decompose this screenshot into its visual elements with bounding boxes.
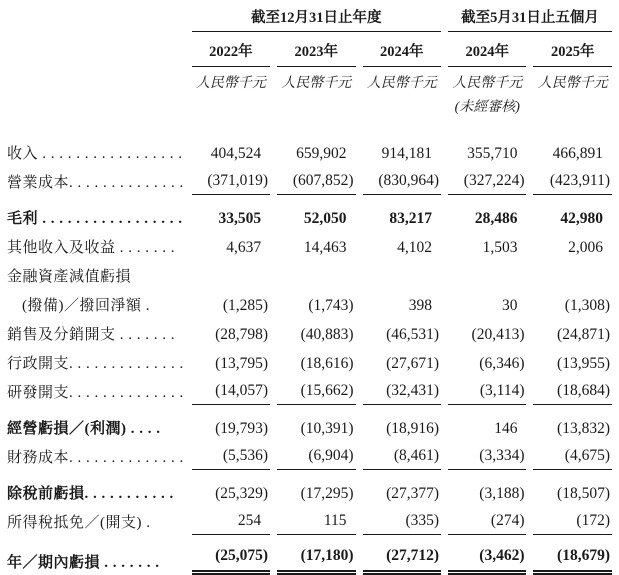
value-cell: (13,795) xyxy=(215,355,269,372)
value-cell: (17,295) xyxy=(300,485,354,502)
value-cell: (4,675) xyxy=(533,441,612,470)
value-cell: 466,891 xyxy=(552,145,603,162)
value-cell: (607,852) xyxy=(277,166,355,195)
value-cell: 33,505 xyxy=(218,210,262,227)
table-row-impairment-caption xyxy=(7,260,612,289)
row-label: 行政開支. . . . . . . . . . . . . . xyxy=(7,356,184,372)
value-cell: (17,180) xyxy=(277,535,355,575)
value-cell: (25,329) xyxy=(215,485,269,502)
col-unit-label: 人民幣千元 xyxy=(281,76,352,91)
row-label: 財務成本. . . . . . . . . . . . . . xyxy=(7,450,184,466)
value-cell: (27,712) xyxy=(363,535,441,575)
col-unit-label xyxy=(448,67,526,128)
value-cell: (46,531) xyxy=(386,326,440,343)
value-cell: (274) xyxy=(448,506,526,535)
row-label: 營業成本. . . . . . . . . . . . . . xyxy=(7,175,184,191)
value-cell: 28,486 xyxy=(474,210,518,227)
col-unit-label: 人民幣千元 xyxy=(366,76,437,91)
value-cell: (18,916) xyxy=(386,420,440,437)
value-cell: 254 xyxy=(192,506,270,535)
value-cell: (18,507) xyxy=(557,485,610,502)
value-cell: (5,536) xyxy=(192,441,270,470)
value-cell: (24,871) xyxy=(557,326,610,343)
table-row-impairment-values xyxy=(7,289,612,318)
value-cell: (13,832) xyxy=(557,420,610,437)
table-row-revenue xyxy=(7,128,612,166)
value-cell: 1,503 xyxy=(482,239,518,256)
value-cell: 42,980 xyxy=(560,210,603,227)
table-row-loss-before-tax xyxy=(7,470,612,506)
table-row-admin-expenses xyxy=(7,347,612,376)
value-cell: 4,637 xyxy=(226,239,262,256)
value-cell: (32,431) xyxy=(363,376,441,405)
value-cell: (19,793) xyxy=(215,420,269,437)
value-cell: (3,462) xyxy=(448,535,526,575)
value-cell: (3,188) xyxy=(479,485,525,502)
col-unit-label: 人民幣千元 xyxy=(537,76,608,91)
row-label: 除稅前虧損. . . . . . . . . . . xyxy=(7,486,174,502)
value-cell: (27,377) xyxy=(386,485,440,502)
value-cell: (13,955) xyxy=(557,355,610,372)
value-cell: (18,616) xyxy=(300,355,354,372)
value-cell: (28,798) xyxy=(215,326,269,343)
value-cell: 14,463 xyxy=(303,239,347,256)
value-cell: 2,006 xyxy=(568,239,603,256)
table-row-loss-for-period xyxy=(7,535,612,575)
value-cell: (371,019) xyxy=(192,166,270,195)
unaudited-note: (未經審核) xyxy=(454,100,520,115)
row-label: 其他收入及收益 . . . . . . . xyxy=(7,240,176,256)
row-label: 收入 . . . . . . . . . . . . . . . . . xyxy=(7,146,183,162)
value-cell: (423,911) xyxy=(533,166,612,195)
value-cell: (3,114) xyxy=(448,376,526,405)
col-year-header: 2023年 xyxy=(277,32,355,67)
corner-spacer xyxy=(7,4,185,32)
unit-row xyxy=(7,67,612,128)
value-cell: (18,684) xyxy=(533,376,612,405)
value-cell: 659,902 xyxy=(296,145,347,162)
value-cell: (27,671) xyxy=(386,355,440,372)
value-cell: (327,224) xyxy=(448,166,526,195)
row-label: 金融資產減值虧損 xyxy=(7,269,132,285)
table-row-rd-expenses xyxy=(7,376,612,405)
col-group-title-interim: 截至5月31日止五個月 xyxy=(448,4,612,32)
table-row-income-tax xyxy=(7,506,612,535)
value-cell: (20,413) xyxy=(471,326,525,343)
income-statement-table xyxy=(0,4,619,575)
value-cell: (40,883) xyxy=(300,326,354,343)
value-cell: (3,334) xyxy=(448,441,526,470)
value-cell: (335) xyxy=(363,506,441,535)
row-label: 所得稅抵免／(開支) . xyxy=(7,515,151,531)
col-year-header: 2022年 xyxy=(192,32,270,67)
col-group-title-annual: 截至12月31日止年度 xyxy=(192,4,441,32)
value-cell: (14,057) xyxy=(192,376,270,405)
value-cell: 52,050 xyxy=(303,210,347,227)
value-cell: 404,524 xyxy=(210,145,262,162)
value-cell: (172) xyxy=(533,506,612,535)
value-cell: 115 xyxy=(277,506,355,535)
table-row-finance-costs xyxy=(7,441,612,470)
value-cell: 146 xyxy=(494,420,518,437)
col-year-header: 2025年 xyxy=(533,32,612,67)
col-year-header: 2024年 xyxy=(363,32,441,67)
table-row-gross-profit xyxy=(7,195,612,231)
value-cell: (1,285) xyxy=(222,297,269,314)
col-year-header: 2024年 xyxy=(448,32,526,67)
value-cell: (25,075) xyxy=(192,535,270,575)
row-label: 年／期內虧損 . . . . . . . xyxy=(7,555,160,571)
value-cell: (1,308) xyxy=(564,297,610,314)
value-cell: 83,217 xyxy=(389,210,433,227)
row-label: 銷售及分銷開支 . . . . . . . xyxy=(7,327,176,343)
corner-spacer xyxy=(7,32,185,67)
value-cell: (18,679) xyxy=(533,535,612,575)
value-cell: (8,461) xyxy=(363,441,441,470)
row-label: 經營虧損／(利潤) . . . . xyxy=(7,421,161,437)
table-row-cost-of-sales xyxy=(7,166,612,195)
value-cell: (6,346) xyxy=(479,355,525,372)
value-cell: 355,710 xyxy=(467,145,518,162)
value-cell: 4,102 xyxy=(397,239,433,256)
group-header-row xyxy=(7,4,612,32)
value-cell: 914,181 xyxy=(381,145,433,162)
col-unit-text: 人民幣千元 xyxy=(452,76,523,91)
table-row-selling-expenses xyxy=(7,318,612,347)
value-cell: 398 xyxy=(408,297,433,314)
col-unit-label: 人民幣千元 xyxy=(195,76,266,91)
value-cell: (6,904) xyxy=(277,441,355,470)
year-header-row xyxy=(7,32,612,67)
row-label: 研發開支. . . . . . . . . . . . . . xyxy=(7,385,184,401)
value-cell: (10,391) xyxy=(300,420,354,437)
row-label: (撥備)／撥回淨額 . xyxy=(22,298,150,314)
row-label: 毛利 . . . . . . . . . . . . . . . . . xyxy=(7,211,183,227)
value-cell: (830,964) xyxy=(363,166,441,195)
value-cell: (15,662) xyxy=(277,376,355,405)
table-row-operating-loss xyxy=(7,405,612,441)
value-cell: 30 xyxy=(501,297,518,314)
value-cell: (1,743) xyxy=(308,297,354,314)
corner-spacer xyxy=(7,67,185,128)
table-row-other-income xyxy=(7,231,612,260)
